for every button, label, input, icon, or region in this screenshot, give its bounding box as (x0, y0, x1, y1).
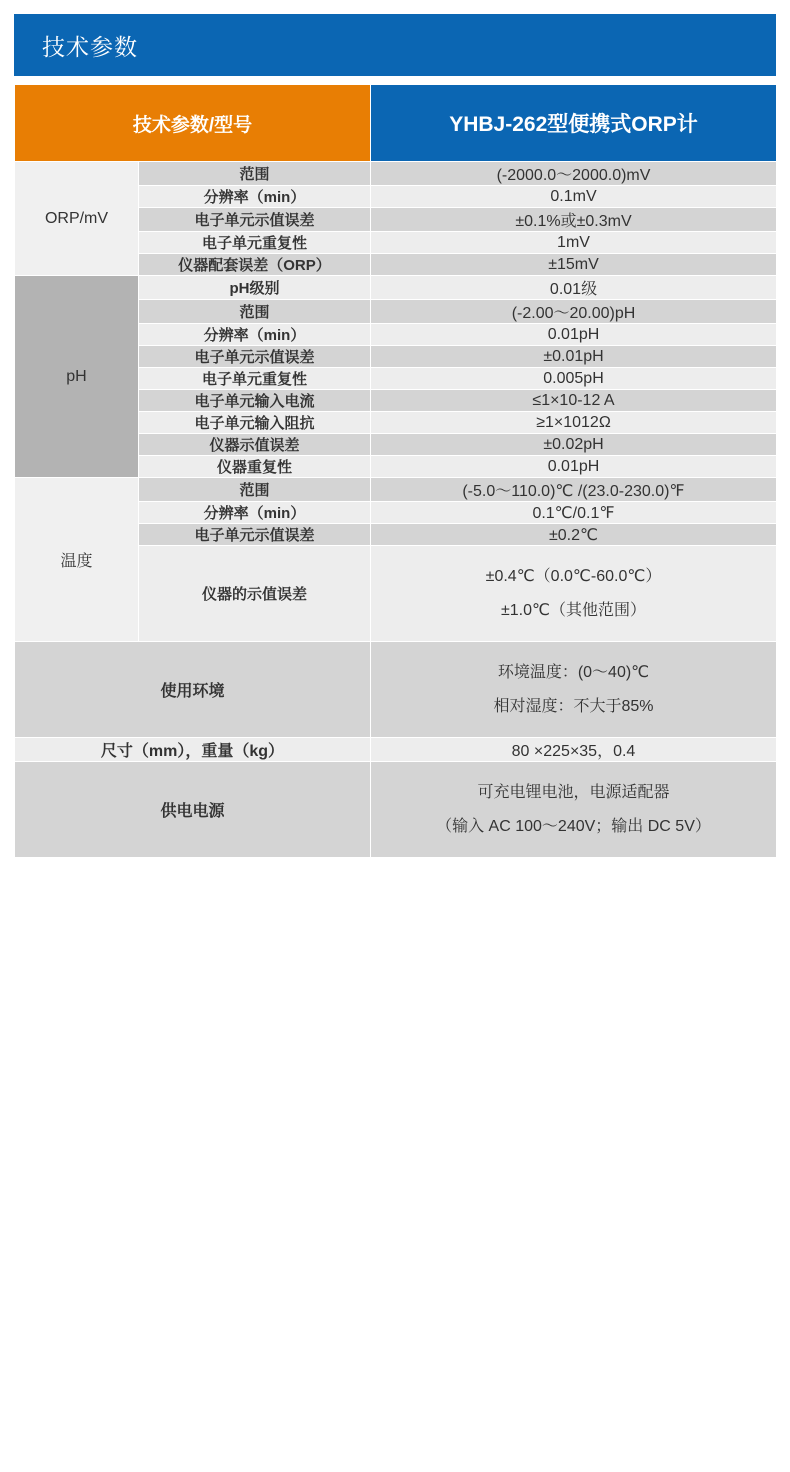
param-label: 范围 (139, 478, 371, 502)
param-label: 电子单元输入阻抗 (139, 412, 371, 434)
table-row (15, 276, 777, 300)
param-value (371, 642, 777, 738)
param-label: 电子单元示值误差 (139, 208, 371, 232)
param-value: 0.01级 (371, 276, 777, 300)
param-value: 1mV (371, 232, 777, 254)
group-label-temperature: 温度 (15, 478, 139, 642)
table-row (15, 478, 777, 502)
param-value: 0.1mV (371, 186, 777, 208)
param-value: 0.1℃/0.1℉ (371, 502, 777, 524)
param-value: 0.005pH (371, 368, 777, 390)
param-label: 使用环境 (15, 642, 371, 738)
param-label: 范围 (139, 162, 371, 186)
param-value: 80 ×225×35，0.4 (371, 738, 777, 762)
param-value-line2: ±1.0℃（其他范围） (501, 601, 646, 619)
param-label: 范围 (139, 300, 371, 324)
param-value: (-2.00～20.00)pH (371, 300, 777, 324)
page-banner (14, 14, 776, 76)
param-label: 电子单元示值误差 (139, 346, 371, 368)
param-label: 仪器示值误差 (139, 434, 371, 456)
param-label: 电子单元输入电流 (139, 390, 371, 412)
param-label: 电子单元示值误差 (139, 524, 371, 546)
param-value: ±0.02pH (371, 434, 777, 456)
param-label: 仪器的示值误差 (139, 546, 371, 642)
param-value: 0.01pH (371, 324, 777, 346)
param-value: ±0.1%或±0.3mV (371, 208, 777, 232)
param-value: ±15mV (371, 254, 777, 276)
param-label: 尺寸（mm），重量（kg） (15, 738, 371, 762)
table-row (15, 738, 777, 762)
param-label: 分辨率（min） (139, 502, 371, 524)
table-row (15, 762, 777, 858)
param-value: ±0.01pH (371, 346, 777, 368)
param-value-line1: 环境温度：(0～40)℃ (497, 663, 650, 681)
param-value: ±0.2℃ (371, 524, 777, 546)
param-value (371, 546, 777, 642)
param-value: (-5.0～110.0)℃ /(23.0-230.0)℉ (371, 478, 777, 502)
table-header-row (15, 85, 777, 162)
param-value-line2: 相对湿度：不大于85% (493, 697, 654, 715)
param-label: 分辨率（min） (139, 186, 371, 208)
param-label: 供电电源 (15, 762, 371, 858)
param-value (371, 762, 777, 858)
param-value: (-2000.0～2000.0)mV (371, 162, 777, 186)
header-cell-right: YHBJ-262型便携式ORP计 (371, 85, 777, 162)
table-row (15, 642, 777, 738)
param-label: 仪器重复性 (139, 456, 371, 478)
param-label: 电子单元重复性 (139, 232, 371, 254)
header-cell-left: 技术参数/型号 (15, 85, 371, 162)
param-value-line1: 可充电锂电池，电源适配器 (477, 783, 670, 801)
param-value-line1: ±0.4℃（0.0℃-60.0℃） (485, 567, 662, 585)
param-label: pH级别 (139, 276, 371, 300)
param-value-line2: （输入 AC 100～240V；输出 DC 5V） (436, 817, 711, 835)
table-row (15, 162, 777, 186)
group-label-ph: pH (15, 276, 139, 478)
specification-table (14, 84, 777, 858)
param-label: 分辨率（min） (139, 324, 371, 346)
group-label-orp: ORP/mV (15, 162, 139, 276)
page-title: 技术参数 (42, 33, 138, 60)
param-value: 0.01pH (371, 456, 777, 478)
banner-spacer (14, 76, 776, 84)
param-value: ≤1×10-12 A (371, 390, 777, 412)
param-value: ≥1×1012Ω (371, 412, 777, 434)
param-label: 仪器配套误差（ORP） (139, 254, 371, 276)
param-label: 电子单元重复性 (139, 368, 371, 390)
